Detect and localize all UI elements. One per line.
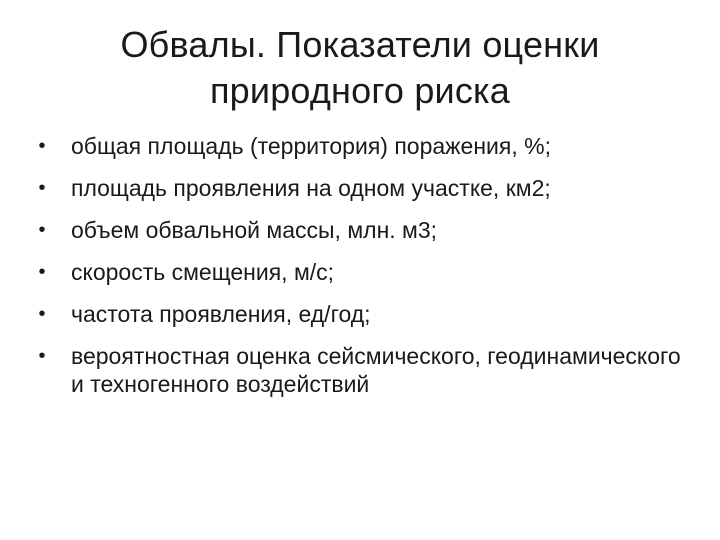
bullet-text: площадь проявления на одном участке, км2;: [71, 175, 551, 201]
bullet-icon: •: [38, 345, 46, 367]
bullet-item-probability: [36, 342, 696, 398]
bullet-item-total-area: [36, 132, 696, 160]
bullet-text: общая площадь (территория) поражения, %;: [71, 133, 551, 159]
slide-title: [40, 22, 680, 114]
bullet-item-speed: [36, 258, 696, 286]
bullet-text: объем обвальной массы, млн. м3;: [71, 217, 438, 243]
bullet-icon: •: [38, 261, 46, 283]
bullet-list: [36, 132, 696, 412]
bullet-icon: •: [38, 219, 46, 241]
slide-title-line-1: Обвалы. Показатели оценки: [120, 24, 600, 65]
slide-title-line-2: природного риска: [209, 70, 511, 111]
bullet-item-site-area: [36, 174, 696, 202]
bullet-icon: •: [38, 177, 46, 199]
bullet-item-volume: [36, 216, 696, 244]
bullet-text: частота проявления, ед/год;: [71, 301, 371, 327]
bullet-text: скорость смещения, м/с;: [71, 259, 335, 285]
bullet-icon: •: [38, 303, 46, 325]
bullet-item-frequency: [36, 300, 696, 328]
bullet-icon: •: [38, 135, 46, 157]
bullet-text: вероятностная оценка сейсмического, геодинамического и техногенного воздействий: [71, 343, 681, 397]
